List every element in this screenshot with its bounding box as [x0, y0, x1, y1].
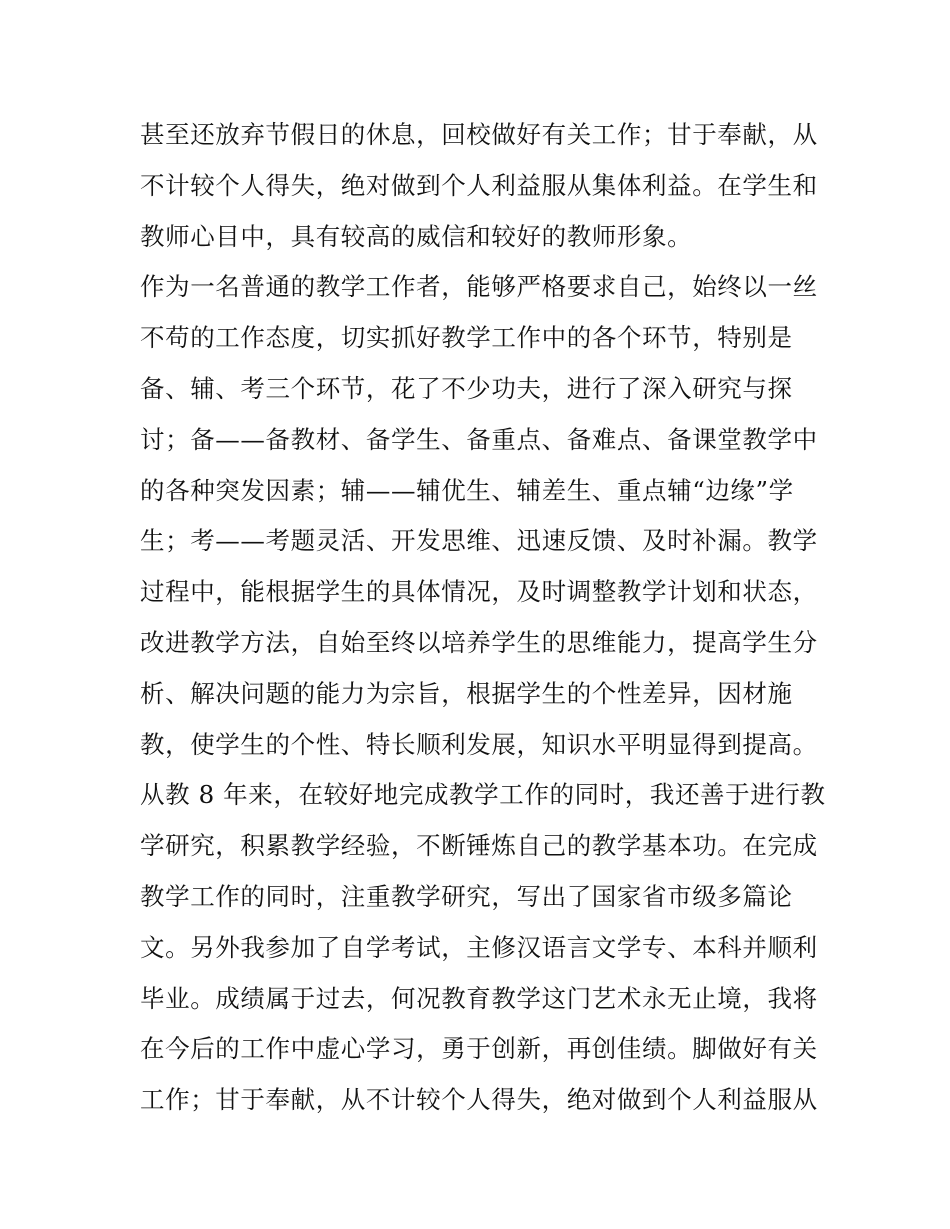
text-line: 工作；甘于奉献，从不计较个人得失，绝对做到个人利益服从: [140, 1085, 818, 1115]
text-line: 毕业。成绩属于过去，何况教育教学这门艺术永无止境，我将: [140, 983, 818, 1013]
text-line: 教师心目中，具有较高的威信和较好的教师形象。: [140, 221, 693, 251]
body-text: [140, 110, 826, 1126]
text-line: 文。另外我参加了自学考试，主修汉语言文学专、本科并顺利: [140, 932, 818, 962]
text-line: 作为一名普通的教学工作者，能够严格要求自己，始终以一丝: [140, 272, 818, 302]
text-line: 教，使学生的个性、特长顺利发展，知识水平明显得到提高。: [140, 729, 818, 759]
text-line: 甚至还放弃节假日的休息，回校做好有关工作；甘于奉献，从: [140, 120, 818, 149]
text-line: 讨；备——备教材、备学生、备重点、备难点、备课堂教学中: [140, 424, 818, 454]
text-line: 不苟的工作态度，切实抓好教学工作中的各个环节，特别是: [140, 323, 793, 353]
text-line: 过程中，能根据学生的具体情况，及时调整教学计划和状态，: [140, 577, 818, 607]
text-line: 生；考——考题灵活、开发思维、迅速反馈、及时补漏。教学: [140, 526, 818, 556]
text-line: 的各种突发因素；辅——辅优生、辅差生、重点辅“边缘”学: [140, 475, 794, 505]
text-line: 备、辅、考三个环节，花了不少功夫，进行了深入研究与探: [140, 373, 793, 403]
text-line: 在今后的工作中虚心学习，勇于创新，再创佳绩。脚做好有关: [140, 1034, 818, 1064]
text-line: 改进教学方法，自始至终以培养学生的思维能力，提高学生分: [140, 627, 818, 657]
text-line: 析、解决问题的能力为宗旨，根据学生的个性差异，因材施: [140, 678, 793, 708]
text-line: 教学工作的同时，注重教学研究，写出了国家省市级多篇论: [140, 881, 793, 911]
text-line: 从教 8 年来，在较好地完成教学工作的同时，我还善于进行教: [140, 780, 826, 810]
text-line: 不计较个人得失，绝对做到个人利益服从集体利益。在学生和: [140, 170, 818, 200]
text-line: 学研究，积累教学经验，不断锤炼自己的教学基本功。在完成: [140, 831, 818, 861]
